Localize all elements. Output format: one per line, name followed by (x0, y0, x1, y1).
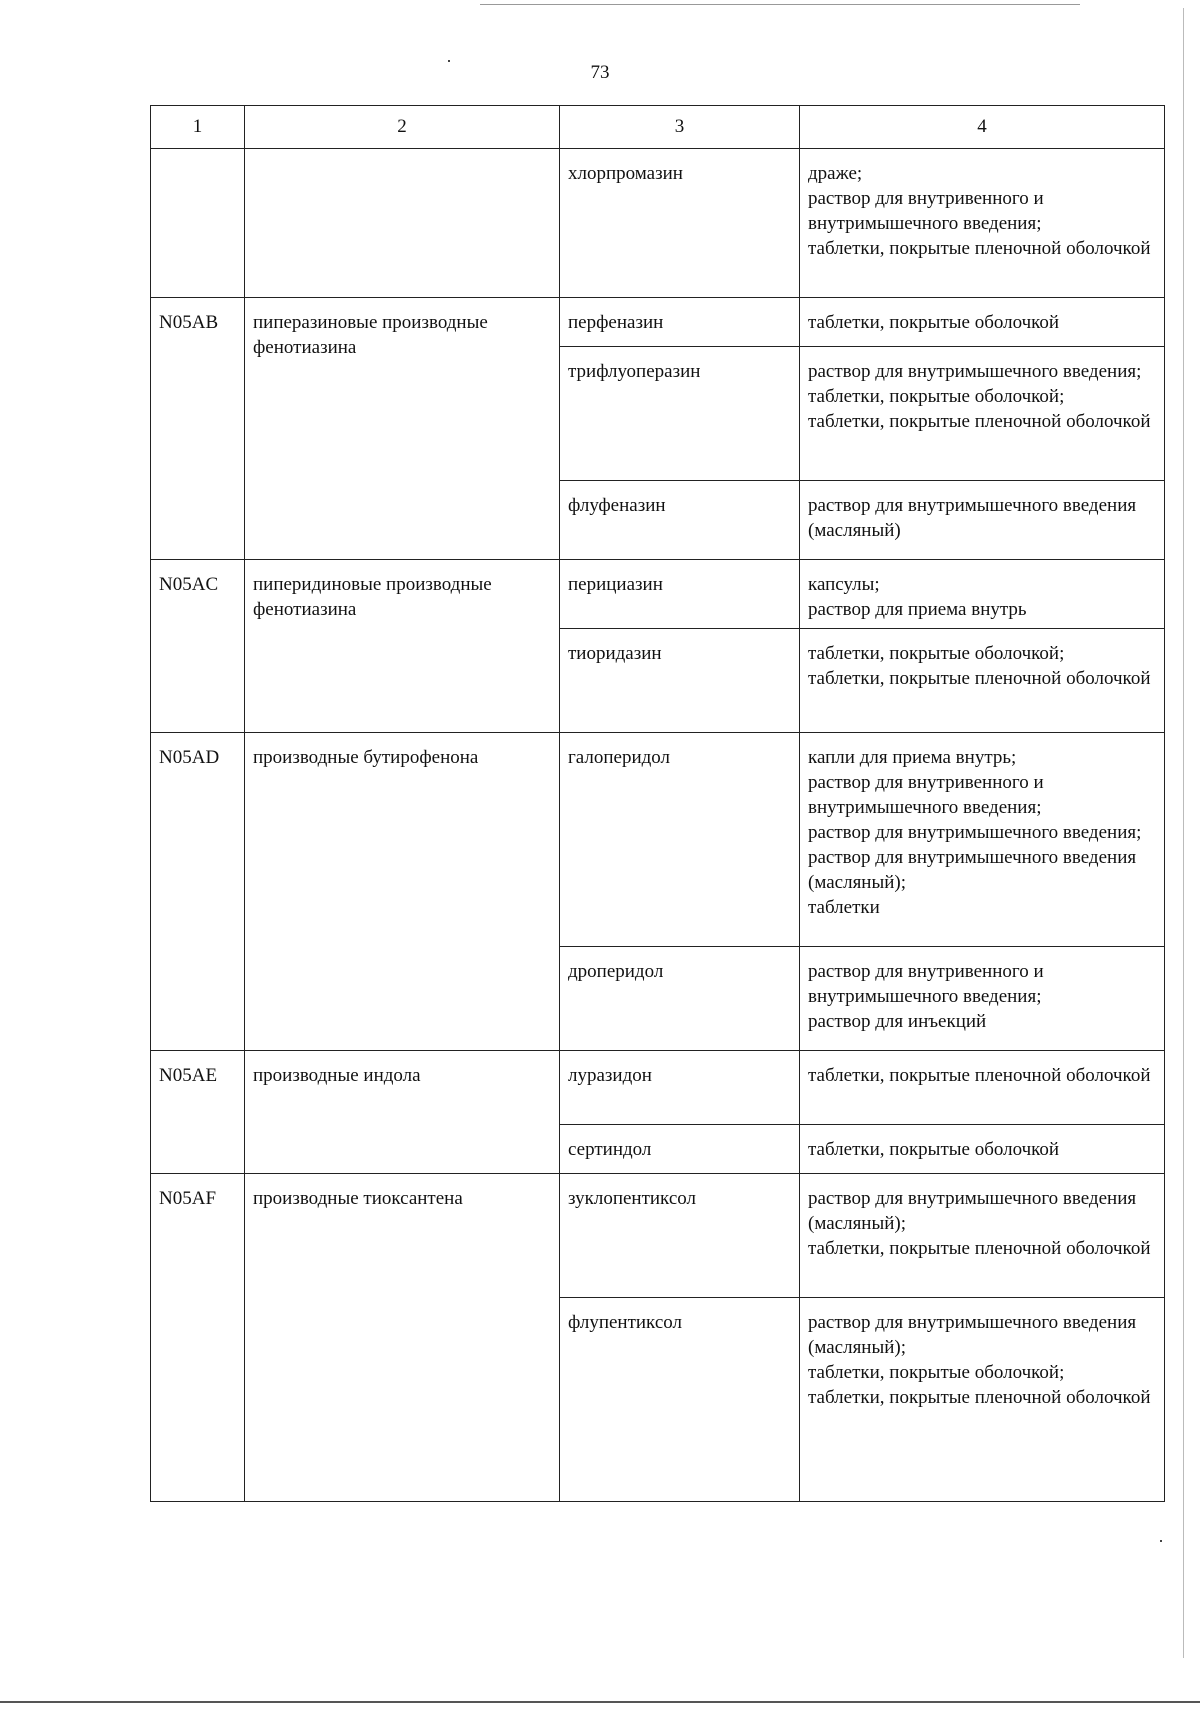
dosage-forms-cell (800, 347, 1165, 481)
table-row (151, 733, 1165, 947)
scan-edge-right (1183, 8, 1184, 1658)
header-cell: 3 (560, 106, 800, 149)
dosage-forms-cell (800, 947, 1165, 1051)
dosage-forms-cell (800, 629, 1165, 733)
dosage-form-item: капсулы; (808, 574, 880, 595)
drug-name-cell: луразидон (560, 1051, 800, 1125)
dosage-form-item: таблетки, покрытые пленочной оболочкой (808, 1387, 1151, 1408)
dosage-form-item: таблетки, покрытые оболочкой; (808, 1362, 1065, 1383)
drug-name-cell: хлорпромазин (560, 149, 800, 298)
drug-name-cell: флупентиксол (560, 1298, 800, 1502)
header-cell: 1 (151, 106, 245, 149)
drug-name-cell: зуклопентиксол (560, 1174, 800, 1298)
dosage-form-item: таблетки, покрытые оболочкой; (808, 386, 1065, 407)
scan-speck (1160, 1540, 1162, 1542)
dosage-form-item: раствор для внутримышечного введения (масляный); (808, 1188, 1137, 1234)
table-row (151, 1051, 1165, 1125)
atc-code-cell: N05AE (151, 1051, 245, 1174)
table-row (151, 560, 1165, 629)
table-row (151, 149, 1165, 298)
atc-code-cell: N05AF (151, 1174, 245, 1502)
dosage-form-item: раствор для инъекций (808, 1011, 987, 1032)
dosage-forms-cell (800, 298, 1165, 347)
group-name-cell: производные бутирофенона (245, 733, 560, 1051)
header-cell: 2 (245, 106, 560, 149)
dosage-forms-cell (800, 481, 1165, 560)
dosage-forms-cell (800, 1298, 1165, 1502)
dosage-form-item: таблетки, покрытые пленочной оболочкой (808, 238, 1151, 259)
group-name-cell: производные тиоксантена (245, 1174, 560, 1502)
drug-name-cell: тиоридазин (560, 629, 800, 733)
dosage-form-item: раствор для внутривенного и внутримышечного введения; (808, 961, 1044, 1007)
page-number: 73 (590, 62, 610, 83)
atc-code-cell (151, 149, 245, 298)
drug-name-cell: сертиндол (560, 1125, 800, 1174)
atc-code-cell: N05AD (151, 733, 245, 1051)
drug-table (150, 105, 1165, 1502)
dosage-form-item: таблетки, покрытые пленочной оболочкой (808, 668, 1151, 689)
dosage-forms-cell (800, 149, 1165, 298)
dosage-form-item: раствор для внутривенного и внутримышечного введения; (808, 772, 1044, 818)
dosage-form-item: раствор для внутримышечного введения; (808, 361, 1142, 382)
dosage-forms-cell (800, 733, 1165, 947)
dosage-form-item: раствор для приема внутрь (808, 599, 1027, 620)
drug-name-cell: дроперидол (560, 947, 800, 1051)
dosage-forms-cell (800, 1125, 1165, 1174)
header-cell: 4 (800, 106, 1165, 149)
dosage-form-item: драже; (808, 163, 863, 184)
drug-name-cell: перициазин (560, 560, 800, 629)
drug-name-cell: галоперидол (560, 733, 800, 947)
dosage-form-item: таблетки, покрытые оболочкой (808, 312, 1060, 333)
table-row (151, 298, 1165, 347)
dosage-form-item: таблетки, покрытые оболочкой; (808, 643, 1065, 664)
drug-name-cell: перфеназин (560, 298, 800, 347)
group-name-cell: пиперазиновые производные фенотиазина (245, 298, 560, 560)
atc-code-cell: N05AB (151, 298, 245, 560)
dosage-forms-cell (800, 1174, 1165, 1298)
scan-edge-bottom (0, 1701, 1200, 1703)
scan-edge-top (480, 4, 1080, 5)
table-header-row (151, 106, 1165, 149)
dosage-form-item: таблетки, покрытые пленочной оболочкой (808, 1238, 1151, 1259)
group-name-cell: пиперидиновые производные фенотиазина (245, 560, 560, 733)
group-name-cell (245, 149, 560, 298)
dosage-form-item: таблетки, покрытые пленочной оболочкой (808, 411, 1151, 432)
dosage-form-item: раствор для внутримышечного введения (масляный); (808, 847, 1137, 893)
dosage-form-item: таблетки, покрытые пленочной оболочкой (808, 1065, 1151, 1086)
table-row (151, 1174, 1165, 1298)
dosage-forms-cell (800, 1051, 1165, 1125)
dosage-form-item: капли для приема внутрь; (808, 747, 1017, 768)
dosage-form-item: раствор для внутримышечного введения (масляный) (808, 495, 1137, 541)
drug-name-cell: трифлуоперазин (560, 347, 800, 481)
dosage-form-item: таблетки (808, 897, 880, 918)
drug-name-cell: флуфеназин (560, 481, 800, 560)
dosage-forms-cell (800, 560, 1165, 629)
dosage-form-item: раствор для внутривенного и внутримышечного введения; (808, 188, 1044, 234)
dosage-form-item: таблетки, покрытые оболочкой (808, 1139, 1060, 1160)
atc-code-cell: N05AC (151, 560, 245, 733)
group-name-cell: производные индола (245, 1051, 560, 1174)
dosage-form-item: раствор для внутримышечного введения (масляный); (808, 1312, 1137, 1358)
dosage-form-item: раствор для внутримышечного введения; (808, 822, 1142, 843)
